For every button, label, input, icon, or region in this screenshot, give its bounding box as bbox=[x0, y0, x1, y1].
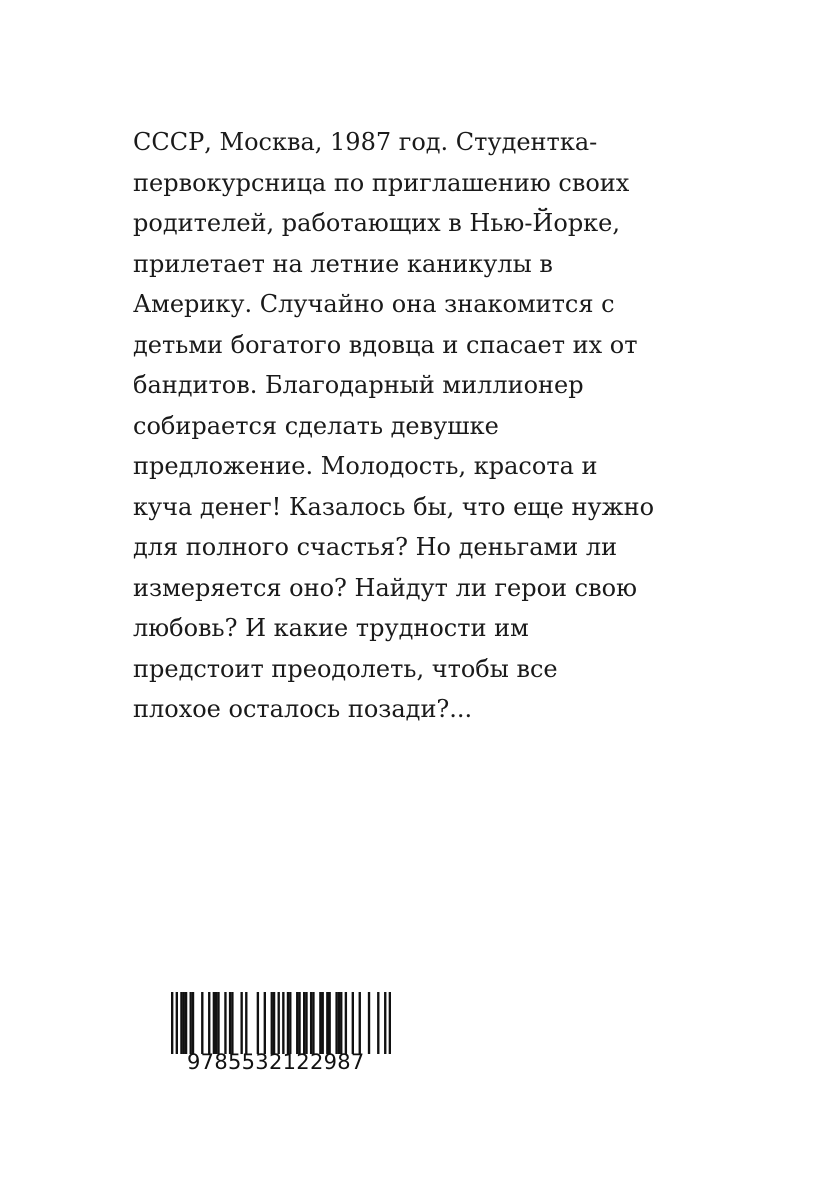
barcode-bar bbox=[384, 992, 386, 1054]
barcode-bar bbox=[176, 992, 178, 1054]
annotation-line: бандитов. Благодарный миллионер bbox=[133, 371, 584, 399]
book-annotation bbox=[133, 122, 753, 730]
barcode-bar bbox=[224, 992, 226, 1054]
barcode-bar bbox=[335, 992, 337, 1054]
isbn-number: 9785532122987 bbox=[187, 1050, 365, 1074]
barcode-bar bbox=[264, 992, 266, 1054]
barcode-bar bbox=[377, 992, 379, 1054]
barcode-bar bbox=[289, 992, 291, 1054]
annotation-line: измеряется оно? Найдут ли герои свою bbox=[133, 573, 637, 602]
barcode-bar bbox=[183, 992, 185, 1054]
barcode-bar bbox=[171, 992, 173, 1054]
annotation-line: предложение. Молодость, красота и bbox=[133, 452, 598, 480]
barcode-bar bbox=[208, 992, 210, 1054]
barcode-bar bbox=[296, 992, 298, 1054]
barcode-bar bbox=[305, 992, 307, 1054]
barcode-bar bbox=[298, 992, 300, 1054]
barcode-bar bbox=[312, 992, 314, 1054]
barcode-bar bbox=[326, 992, 328, 1054]
annotation-line: родителей, работающих в Нью-Йорке, bbox=[133, 209, 621, 237]
barcode-bar bbox=[245, 992, 247, 1054]
barcode-bar bbox=[190, 992, 192, 1054]
barcode-bar bbox=[319, 992, 321, 1054]
barcode-bar bbox=[340, 992, 342, 1054]
annotation-line: собирается сделать девушке bbox=[133, 411, 499, 440]
barcode-bar bbox=[201, 992, 203, 1054]
barcode-bar bbox=[352, 992, 354, 1054]
barcode-bar bbox=[271, 992, 273, 1054]
annotation-line: Америку. Случайно она знакомится с bbox=[133, 290, 615, 318]
barcode-bar bbox=[180, 992, 182, 1054]
barcode-bar bbox=[257, 992, 259, 1054]
barcode-bar bbox=[213, 992, 215, 1054]
barcode-bar bbox=[328, 992, 330, 1054]
annotation-line: СССР, Москва, 1987 год. Студентка- bbox=[133, 128, 598, 156]
annotation-line: предстоит преодолеть, чтобы все bbox=[133, 654, 558, 683]
barcode-bar bbox=[231, 992, 233, 1054]
annotation-line: любовь? И какие трудности им bbox=[133, 614, 529, 642]
barcode-bar bbox=[389, 992, 391, 1054]
annotation-line: прилетает на летние каникулы в bbox=[133, 249, 553, 278]
barcode-icon bbox=[171, 992, 391, 1054]
barcode-bar bbox=[185, 992, 187, 1054]
barcode-bar bbox=[338, 992, 340, 1054]
barcode-bar bbox=[192, 992, 194, 1054]
barcode-bar bbox=[368, 992, 370, 1054]
annotation-line: плохое осталось позади?... bbox=[133, 695, 473, 723]
barcode-bar bbox=[287, 992, 289, 1054]
barcode-bar bbox=[345, 992, 347, 1054]
barcode-bar bbox=[303, 992, 305, 1054]
barcode-bar bbox=[217, 992, 219, 1054]
barcode-bar bbox=[240, 992, 242, 1054]
annotation-line: куча денег! Казалось бы, что еще нужно bbox=[133, 492, 655, 521]
barcode-bar bbox=[273, 992, 275, 1054]
barcode-bar bbox=[229, 992, 231, 1054]
barcode-bar bbox=[310, 992, 312, 1054]
barcode-bar bbox=[359, 992, 361, 1054]
barcode-bar bbox=[282, 992, 284, 1054]
annotation-line: для полного счастья? Но деньгами ли bbox=[133, 533, 618, 561]
barcode-bar bbox=[215, 992, 217, 1054]
annotation-line: детьми богатого вдовца и спасает их от bbox=[133, 330, 638, 359]
barcode-bar bbox=[322, 992, 324, 1054]
isbn-barcode bbox=[171, 992, 391, 1082]
annotation-line: первокурсница по приглашению своих bbox=[133, 168, 630, 197]
barcode-bar bbox=[278, 992, 280, 1054]
